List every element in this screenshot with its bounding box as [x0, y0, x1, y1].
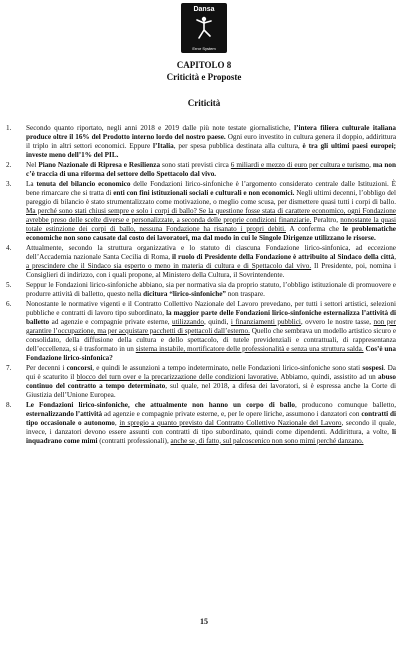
item-number: 6.	[6, 300, 12, 309]
section-heading: Criticità	[187, 98, 221, 108]
body-text: Nel	[26, 161, 39, 170]
underlined-text: a prescindere che il Sindaco sia esperto o meno in materia di cultura e di Spettacolo dal vivo.	[26, 261, 312, 270]
body-text: , per spesa pubblica destinata alla cultura,	[173, 141, 303, 150]
bold-text: contratti di tipo occasionale o autonomo	[26, 409, 396, 427]
body-text: ,	[114, 418, 120, 427]
underlined-text: blocco del turn over e la precarizzazione delle condizioni lavorative.	[76, 372, 279, 381]
bold-text: l’intera filiera culturale italiana produce oltre il 16% del Prodotto interno lordo del nostro paese.	[26, 124, 396, 141]
logo	[181, 3, 227, 53]
bold-text: la maggior parte delle Fondazioni lirico-sinfoniche esternalizza l’attività di balletto	[26, 309, 396, 326]
list-item	[4, 124, 396, 160]
bold-text: tenuta del bilancio economico	[36, 180, 131, 189]
item-number: 5.	[6, 280, 12, 289]
body-text: , ovvero le nostre tasse,	[300, 317, 374, 326]
underlined-text: i finanziamenti pubblici	[230, 317, 301, 326]
body-text: Negli ultimi decenni, l’obbligo del pareggio di bilancio è stato strumentalizzato come motivazione, o meglio come scusa, per dismettere quasi tutti i corpi di ballo.	[26, 189, 396, 207]
list-item	[4, 161, 396, 179]
body-text: , sul quale, nel 2018, a difesa dei lavoratori, si è espressa anche la Corte di Giustizia dell’Unione Europea.	[26, 381, 396, 399]
body-text: La	[26, 180, 37, 189]
page-number: 15	[200, 617, 208, 626]
underlined-text: Ma perché sono stati chiusi sempre e solo i corpi di ballo? Se la questione fosse stata di carattere economico, ogni Fondazione avrebbe preso delle scelte diverse e personalizzate, a seconda delle proprie condizioni finanziarie.	[26, 206, 396, 224]
bold-text: concorsi	[66, 363, 93, 372]
body-text: delle Fondazioni lirico-sinfoniche è l’argomento considerato centrale dalle Istituzioni. È bene rimarcare che si tratta di	[26, 180, 397, 198]
criticita-list	[4, 124, 396, 447]
list-item	[4, 364, 396, 400]
body-text: , secondo il quale, invece, i danzatori devono essere assunti con contratti di tipo subordinato, quindi come dipendenti. Addirittura, a volte,	[26, 418, 397, 436]
body-text: Attualmente, secondo la struttura organizzativa e lo statuto di ciascuna Fondazione lirico-sinfonica, ad eccezione dell’Accademia nazionale Santa Cecilia di Roma,	[26, 243, 396, 261]
body-text: ,	[369, 161, 373, 170]
bold-text: li inquadrano come mimi	[26, 427, 396, 445]
list-item	[4, 401, 396, 446]
underlined-text: utilizzando	[172, 317, 204, 326]
body-text: Seppur le Fondazioni lirico-sinfoniche abbiano, sia per normativa sia da proprio statuto, l’obbligo istituzionale di promuovere e produrre attività di balletto, questo nella	[26, 280, 396, 298]
dancer-icon	[194, 16, 214, 40]
bold-text: sospesi	[362, 363, 384, 372]
bold-text: abuso continuo del contratto a tempo determinato	[26, 372, 397, 390]
item-number: 7.	[6, 363, 12, 372]
underlined-text: sistema instabile, mortificatore delle professionalità e senza una struttura salda.	[135, 344, 364, 353]
bold-text: le problematiche economiche non sono causate dal costo dei lavoratori, ma dal modo in cui le Singole Dirigenze utilizzano le risorse.	[26, 224, 397, 242]
list-item	[4, 244, 396, 280]
item-number: 8.	[6, 400, 12, 409]
body-text: , producono comunque balletto,	[294, 400, 396, 409]
body-text: A conferma che	[285, 224, 343, 233]
body-text: ad agenzie e compagnie private esterne,	[49, 317, 173, 326]
logo-title: Dansa	[193, 6, 215, 13]
body-text: Il Presidente, poi, nomina i Consiglieri di indirizzo, con i quali propone, al Ministero della Cultura, il Sovrintendente.	[26, 261, 396, 279]
chapter-heading: CAPITOLO 8	[176, 60, 232, 70]
body-text: non traspare.	[226, 289, 265, 298]
bold-text: enti con fini istituzionali sociali e culturali e non economici.	[113, 189, 295, 198]
underlined-text: anche se, di fatto, sul palcoscenico non sono mimi perché danzano.	[170, 436, 364, 445]
list-item	[4, 300, 396, 362]
underlined-text: non per garantire l’occupazione, ma per acquistare pacchetti di spettacoli dall’esterno.	[26, 317, 396, 335]
body-text: Secondo quanto riportato, negli anni 2018 e 2019 dalle più note testate giornalistiche,	[26, 124, 295, 132]
bold-text: ma non c’è traccia di una riforma del settore dello Spettacolo dal vivo.	[26, 161, 396, 178]
list-item	[4, 180, 396, 242]
body-text: . Da qui è scaturito il	[26, 363, 396, 381]
bold-text: Le Fondazioni lirico-sinfoniche, che attualmente non hanno un corpo di ballo	[26, 400, 295, 409]
body-text: ,	[394, 252, 396, 261]
underlined-text: nonostante la quasi totale estinzione dei corpi di ballo, nessuna Fondazione ha risanato i propri debiti.	[26, 215, 397, 233]
bold-text: è tra gli ultimi paesi europei; investe meno dell’1% del PIL.	[26, 141, 397, 159]
body-text: Abbiamo, quindi, assistito ad un	[278, 372, 379, 381]
chapter-subtitle: Criticità e Proposte	[166, 72, 242, 82]
body-text: , e quindi le assunzioni a tempo indeterminato, nelle Fondazioni lirico-sinfoniche sono stati	[92, 363, 363, 372]
underlined-text: in spregio a quanto previsto dal Contratto Collettivo Nazionale del Lavoro	[119, 418, 342, 427]
item-number: 2.	[6, 161, 12, 170]
logo-tagline: Error System	[192, 46, 216, 51]
body-text: Quello che sembrava un modello artistico sicuro e consolidato, della diffusione della cultura e dello spettacolo, di tutele previdenziali e contrattuali, di rappresentanza dell’eccellenza, si è trasformato in un	[26, 326, 397, 353]
body-text: Ogni euro investito in cultura genera il doppio, addirittura il triplo in altri settori economici. Eppure	[26, 132, 397, 150]
bold-text: il ruolo di Presidente della Fondazione è attribuito al Sindaco della città	[172, 252, 395, 261]
list-item	[4, 281, 396, 299]
item-number: 4.	[6, 243, 12, 252]
bold-text: l’Italia	[153, 141, 174, 150]
underlined-text: 6 miliardi e mezzo di euro per cultura e turismo	[230, 161, 370, 170]
bold-text: esternalizzando l’attività	[26, 409, 103, 418]
body-text: Per decenni i	[26, 363, 67, 372]
body-text: , quindi,	[203, 317, 231, 326]
bold-text: Piano Nazionale di Ripresa e Resilienza	[38, 161, 161, 170]
bold-text: dicitura “lirico-sinfoniche”	[143, 289, 227, 298]
body-text: (contratti professionali),	[97, 436, 171, 445]
bold-text: Cos’è una Fondazione lirico-sinfonica?	[26, 344, 397, 362]
body-text: ad agenzie e compagnie private esterne, e, per le opere liriche, assumono i danzatori con	[102, 409, 362, 418]
item-number: 3.	[6, 180, 12, 189]
body-text: Nonostante le normative vigenti e il Contratto Collettivo Nazionale del Lavoro prevedano, per tutti i settori artistici, selezioni pubbliche e contratti di lavoro tipo subordinato,	[26, 300, 396, 318]
body-text: Peraltro,	[311, 215, 341, 224]
item-number: 1.	[6, 124, 12, 132]
body-text: sono stati previsti circa	[160, 161, 231, 170]
